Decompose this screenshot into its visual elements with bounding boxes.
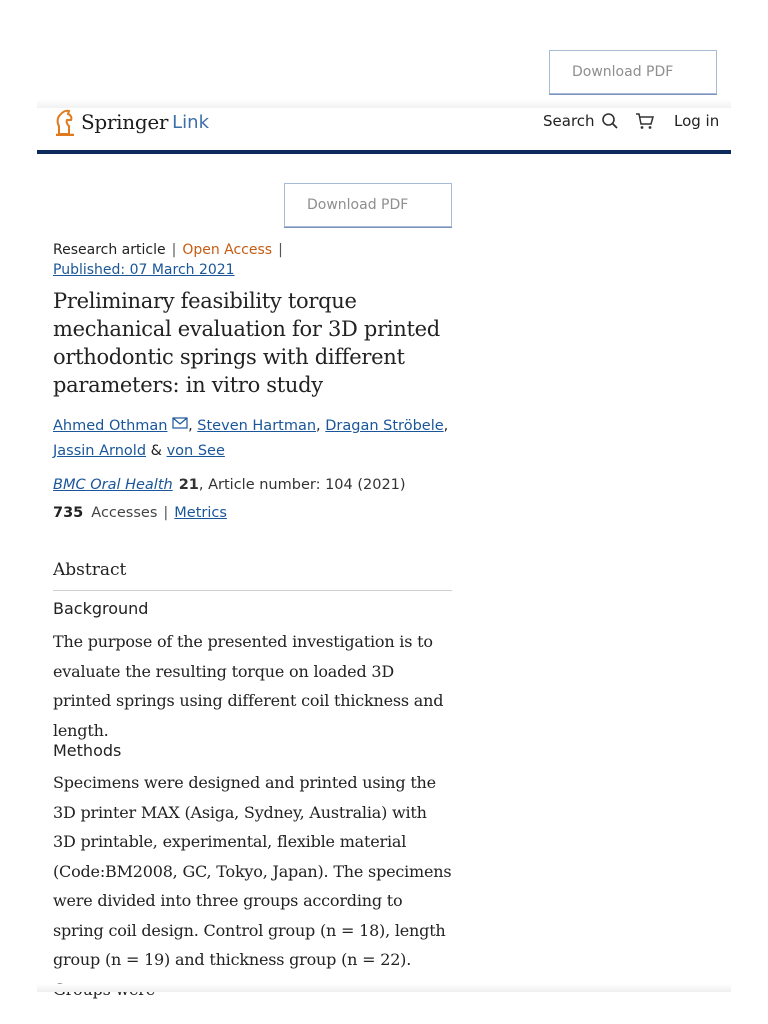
login-link[interactable] [674, 112, 719, 130]
author-joiner: & [150, 443, 162, 459]
author-list [53, 414, 453, 464]
author-link[interactable]: Jassin Arnold [53, 443, 147, 459]
journal-link[interactable]: BMC Oral Health [53, 477, 173, 493]
header-shadow [37, 100, 731, 108]
divider: | [163, 505, 169, 521]
article-number: , Article number: 104 (2021) [198, 477, 406, 493]
springer-horse-icon [53, 108, 77, 136]
login-label: Log in [674, 112, 720, 130]
logo-text: Springer [81, 110, 169, 134]
journal-volume: 21 [178, 477, 199, 493]
published-date[interactable] [53, 262, 235, 278]
email-icon[interactable] [172, 417, 188, 429]
methods-text: Specimens were designed and printed using the 3D printer MAX (Asiga, Sydney, Australia) with 3D printable, experimental, flexible material (Code:BM2008, GC, Tokyo, Japan). The specimens were divided into three groups according to spring coil design. Control group (n = 18), length group (n = 19) and thickness group (n = 22). [53, 773, 452, 969]
author-link[interactable]: Steven Hartman [197, 418, 317, 434]
logo-link-text: Link [172, 111, 210, 133]
springer-link-logo[interactable] [53, 108, 209, 136]
article-metrics [53, 505, 227, 521]
author-link[interactable]: Dragan Ströbele [325, 418, 444, 434]
comma: , [443, 418, 449, 434]
metrics-link[interactable]: Metrics [174, 505, 227, 521]
download-pdf-button-top[interactable]: Download PDF [549, 50, 717, 94]
download-pdf-button[interactable]: Download PDF [284, 183, 452, 227]
footer-shadow [37, 984, 731, 992]
comma: , [316, 418, 321, 434]
article-meta [53, 242, 289, 258]
author-link[interactable]: von See [166, 443, 225, 459]
methods-heading: Methods [53, 741, 122, 760]
comma: , [188, 418, 193, 434]
open-access-badge: Open Access [182, 242, 273, 258]
accesses-label: Accesses [91, 505, 158, 521]
search-button[interactable] [543, 112, 619, 130]
site-header [37, 108, 731, 154]
accesses-count: 735 [53, 505, 84, 521]
divider: | [171, 242, 177, 258]
article-title: Preliminary feasibility torque mechanical evaluation for 3D printed orthodontic springs with different parameters: in vitro study [53, 289, 440, 397]
search-label: Search [543, 112, 595, 130]
journal-citation [53, 477, 406, 493]
cart-icon [635, 112, 655, 130]
divider: | [278, 242, 283, 258]
search-icon [601, 112, 619, 130]
abstract-heading: Abstract [53, 560, 452, 591]
cart-button[interactable] [635, 112, 655, 130]
background-heading: Background [53, 599, 149, 618]
article-type: Research article [53, 242, 166, 258]
author-link[interactable]: Ahmed Othman [53, 418, 168, 434]
published-date-link[interactable]: Published: 07 March 2021 [53, 262, 235, 278]
background-text: The purpose of the presented investigation is to evaluate the resulting torque on loaded 3D printed springs using different coil thickness and length. [53, 632, 444, 740]
